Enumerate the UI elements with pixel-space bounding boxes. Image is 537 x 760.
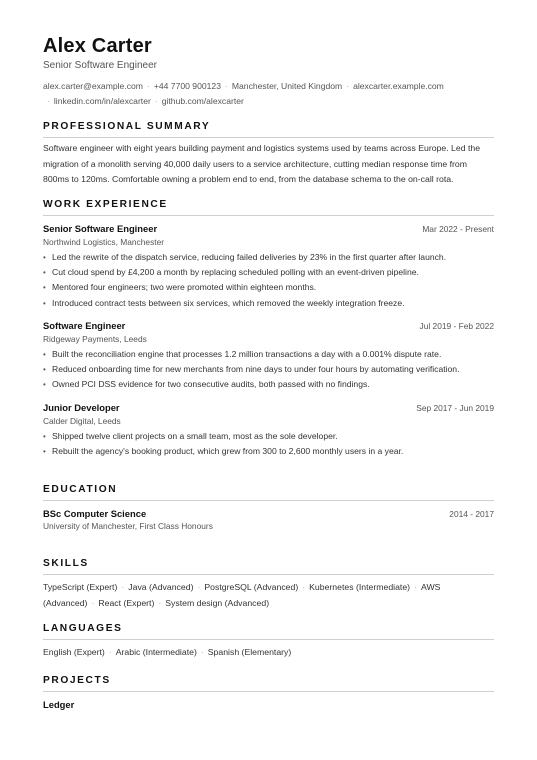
bullet-item: • Shipped twelve client projects on a small team, most as the sole developer.	[43, 429, 494, 444]
bullet-item: • Led the rewrite of the dispatch service, reducing failed deliveries by 23% in the first quarter after launch.	[43, 250, 494, 265]
school-name: University of Manchester, First Class Honours	[43, 521, 213, 531]
bullet-item: • Introduced contract tests between six services, which removed the weekly integration freeze.	[43, 296, 494, 311]
phone-number[interactable]: +44 7700 900123	[153, 81, 221, 91]
job-dates: Jul 2019 - Feb 2022	[419, 321, 494, 331]
separator: ·	[146, 81, 150, 91]
bullet-item: • Built the reconciliation engine that processes 1.2 million transactions a day with a 0.001% dispute rate.	[43, 347, 494, 362]
education-heading: EDUCATION	[43, 484, 494, 501]
job-dates: Mar 2022 - Present	[422, 224, 494, 234]
job-bullets	[43, 429, 494, 459]
website-link[interactable]: alexcarter.example.com	[353, 81, 444, 91]
job-company: Northwind Logistics, Manchester	[43, 237, 165, 247]
email-link[interactable]: alex.carter@example.com	[43, 81, 143, 91]
separator: ·	[154, 96, 158, 106]
bullet-item: • Cut cloud spend by £4,200 a month by replacing scheduled polling with an event-driven pipeline.	[43, 265, 494, 280]
job-bullets	[43, 347, 494, 393]
degree-title: BSc Computer Science	[43, 508, 147, 519]
project-title: Ledger	[43, 699, 75, 710]
bullet-item: • Rebuilt the agency's booking product, which grew from 300 to 2,600 monthly users in a year.	[43, 444, 494, 459]
linkedin-link[interactable]: linkedin.com/in/alexcarter	[53, 96, 151, 106]
bullet-item: • Owned PCI DSS evidence for two consecutive audits, both passed with no findings.	[43, 377, 494, 392]
job-title: Senior Software Engineer	[43, 223, 158, 234]
job-bullets	[43, 250, 494, 311]
summary-heading: PROFESSIONAL SUMMARY	[43, 121, 494, 138]
contact-info	[43, 79, 494, 109]
skill-item: PostgreSQL (Advanced)	[204, 582, 299, 592]
skill-item: React (Expert)	[98, 597, 155, 608]
projects-heading: PROJECTS	[43, 675, 494, 692]
candidate-title: Senior Software Engineer	[43, 60, 157, 71]
languages-heading: LANGUAGES	[43, 623, 494, 640]
job-dates: Sep 2017 - Jun 2019	[416, 403, 494, 413]
separator: ·	[224, 81, 228, 91]
location: Manchester, United Kingdom	[231, 81, 343, 91]
job-company: Ridgeway Payments, Leeds	[43, 334, 147, 344]
languages-list: English (Expert) · Arabic (Intermediate) · Spanish (Elementary)	[43, 647, 292, 657]
skill-item: TypeScript (Expert)	[43, 582, 118, 592]
skills-list: TypeScript (Expert) · Java (Advanced) · PostgreSQL (Advanced) · Kubernetes (Intermediate) · AWS (Advanced) · React (Expert) · System design (Advanced)	[43, 582, 441, 608]
language-item: English (Expert)	[43, 647, 105, 657]
language-item: Spanish (Elementary)	[207, 647, 292, 657]
separator: ·	[47, 96, 50, 106]
education-dates: 2014 - 2017	[449, 509, 494, 519]
github-link[interactable]: github.com/alexcarter	[161, 96, 244, 106]
language-item: Arabic (Intermediate)	[115, 647, 197, 657]
experience-heading: WORK EXPERIENCE	[43, 199, 494, 216]
skill-item: AWS (Advanced)	[43, 582, 441, 608]
bullet-item: • Reduced onboarding time for new merchants from nine days to under four hours by automating verification.	[43, 362, 494, 377]
separator: ·	[346, 81, 350, 91]
job-title: Junior Developer	[43, 402, 120, 413]
candidate-name: Alex Carter	[43, 35, 152, 57]
skill-item: Kubernetes (Intermediate)	[309, 582, 411, 592]
job-title: Software Engineer	[43, 320, 126, 331]
skill-item: System design (Advanced)	[165, 597, 270, 608]
skills-heading: SKILLS	[43, 558, 494, 575]
skill-item: Java (Advanced)	[128, 582, 194, 592]
job-company: Calder Digital, Leeds	[43, 416, 121, 426]
bullet-item: • Mentored four engineers; two were promoted within eighteen months.	[43, 280, 494, 295]
summary-text: Software engineer with eight years building payment and logistics systems used by teams across Europe. Led the migration of a monolith serving 40,000 daily users to a service architecture, cutting median response time from 800ms to 120ms. Comfortable owning a problem end to end, from the database schema to the on-call rota.	[43, 143, 481, 184]
